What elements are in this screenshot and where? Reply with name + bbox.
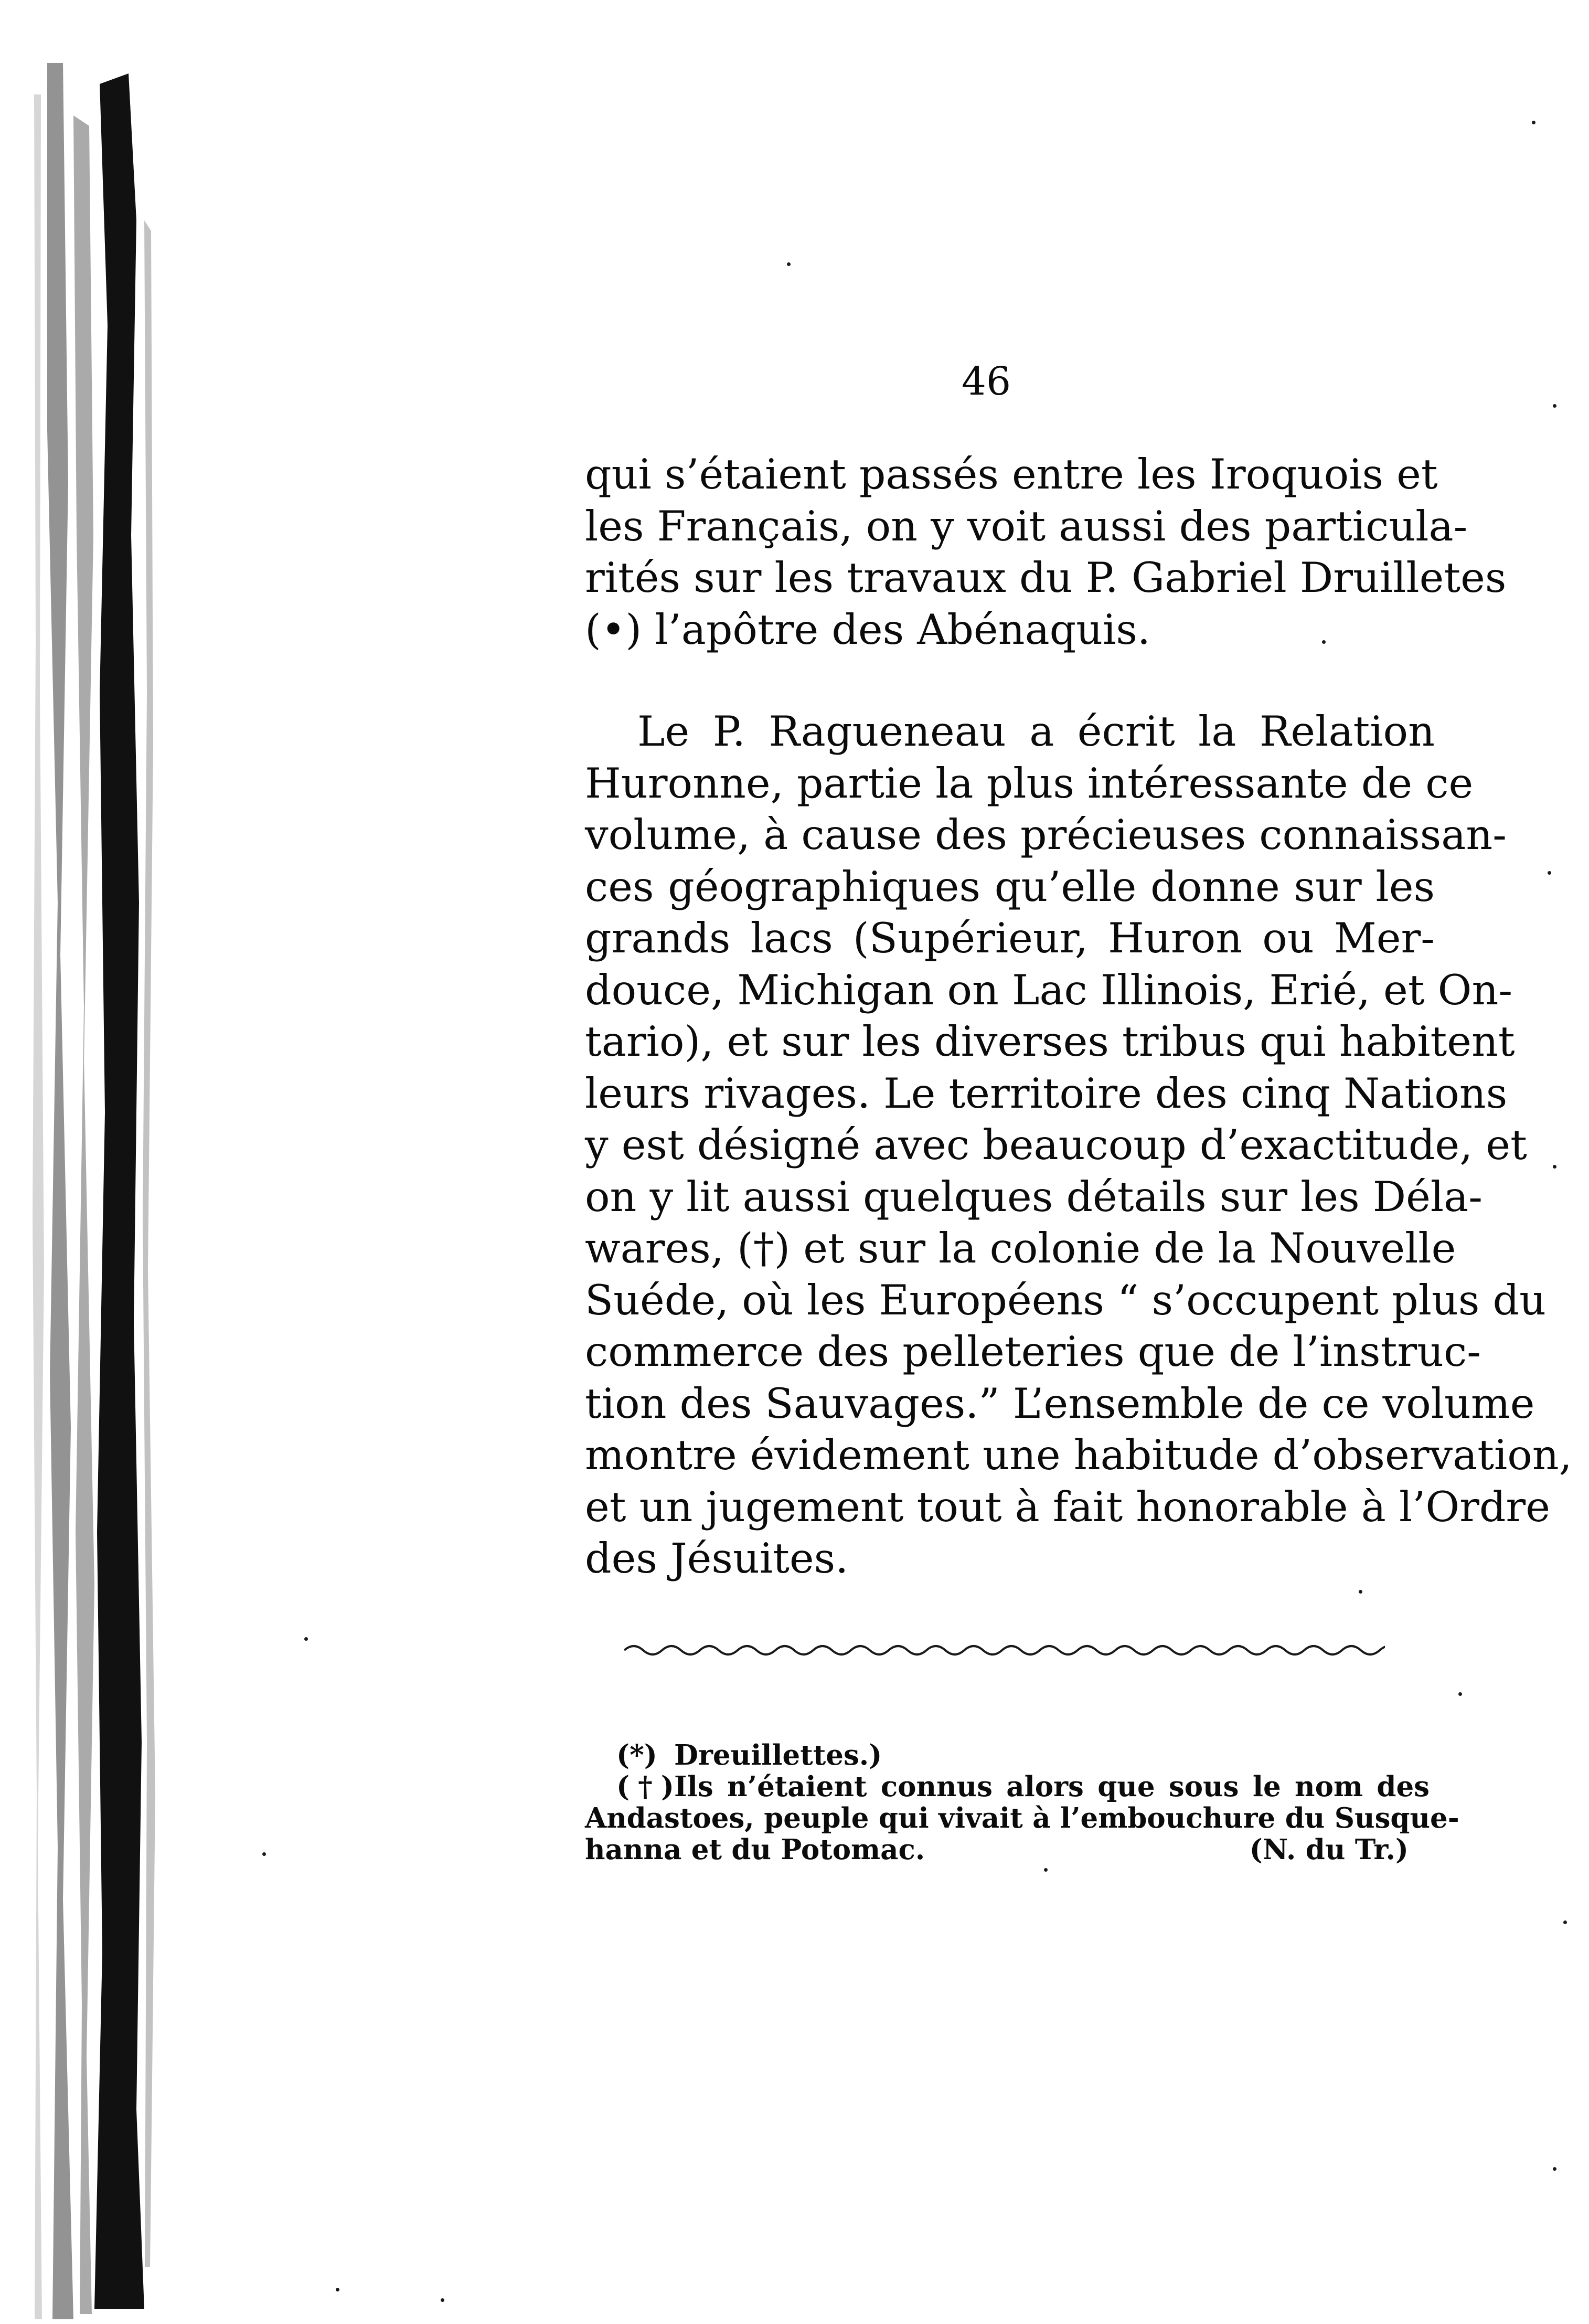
text-line: et un jugement tout à fait honorable à l’Ordre xyxy=(585,1482,1550,1531)
footnote-1 xyxy=(585,1739,1430,1771)
text-line: grands lacs (Supérieur, Huron ou Mer- xyxy=(585,914,1435,962)
text-line: des Jésuites. xyxy=(585,1534,849,1583)
paper-speck xyxy=(262,1852,266,1856)
paper-speck xyxy=(1563,1920,1567,1924)
footnote-text: hanna et du Potomac. xyxy=(585,1833,925,1866)
paper-speck xyxy=(1553,404,1556,408)
text-line: les Français, on y voit aussi des particula- xyxy=(585,502,1468,550)
footnote-text: Ils n’étaient connus alors que sous le nom des xyxy=(674,1770,1430,1803)
paper-speck xyxy=(787,262,791,266)
text-line: rités sur les travaux du P. Gabriel Druilletes xyxy=(585,554,1507,602)
footnote-text: Andastoes, peuple qui vivait à l’embouchure du Susque- xyxy=(585,1802,1459,1834)
text-line: y est désigné avec beaucoup d’exactitude, et xyxy=(585,1121,1527,1169)
paper-speck xyxy=(1458,1692,1462,1696)
paper-speck xyxy=(1044,1868,1048,1872)
binding-shadow-edge xyxy=(31,63,173,2319)
paper-speck xyxy=(336,2288,339,2291)
text-line: volume, à cause des précieuses connaissan- xyxy=(585,811,1507,859)
text-line: tario), et sur les diverses tribus qui habitent xyxy=(585,1017,1515,1066)
paper-speck xyxy=(1322,640,1326,644)
paragraph-continuation xyxy=(585,449,1507,655)
text-line: qui s’étaient passés entre les Iroquois et xyxy=(585,450,1438,498)
footnote-2 xyxy=(585,1770,1459,1866)
translator-note: (N. du Tr.) xyxy=(1249,1833,1409,1866)
text-line: douce, Michigan on Lac Illinois, Erié, et On- xyxy=(585,965,1513,1014)
paper-speck xyxy=(441,2298,444,2302)
footnote-mark: (†) xyxy=(616,1770,674,1803)
text-line: tion des Sauvages.” L’ensemble de ce volume xyxy=(585,1379,1535,1428)
text-line: Suéde, où les Européens “ s’occupent plus du xyxy=(585,1276,1546,1324)
paragraph-ragueneau xyxy=(585,706,1572,1585)
text-line: montre évidement une habitude d’observation, xyxy=(585,1431,1572,1479)
footnote-mark: (*) xyxy=(616,1739,657,1771)
paper-speck xyxy=(1548,871,1551,875)
paper-speck xyxy=(1553,2167,1556,2171)
text-line: leurs rivages. Le territoire des cinq Nations xyxy=(585,1069,1508,1118)
text-line: on y lit aussi quelques détails sur les Déla- xyxy=(585,1172,1483,1221)
paper-speck xyxy=(304,1637,308,1641)
text-line: Huronne, partie la plus intéressante de ce xyxy=(585,759,1474,808)
text-line: Le P. Ragueneau a écrit la Relation xyxy=(637,707,1435,756)
page-number: 46 xyxy=(961,359,1011,404)
wavy-rule-divider xyxy=(624,1640,1385,1661)
text-line: wares, (†) et sur la colonie de la Nouvelle xyxy=(585,1224,1456,1272)
paper-speck xyxy=(1553,1165,1556,1169)
text-line: ces géographiques qu’elle donne sur les xyxy=(585,862,1435,911)
paper-speck xyxy=(1532,121,1535,124)
text-line: commerce des pelleteries que de l’instruc- xyxy=(585,1328,1481,1376)
text-line: (•) l’apôtre des Abénaquis. xyxy=(585,605,1151,654)
footnote-text: Dreuillettes.) xyxy=(674,1739,882,1771)
footnotes xyxy=(585,1739,1459,1866)
paper-speck xyxy=(1359,1590,1362,1594)
